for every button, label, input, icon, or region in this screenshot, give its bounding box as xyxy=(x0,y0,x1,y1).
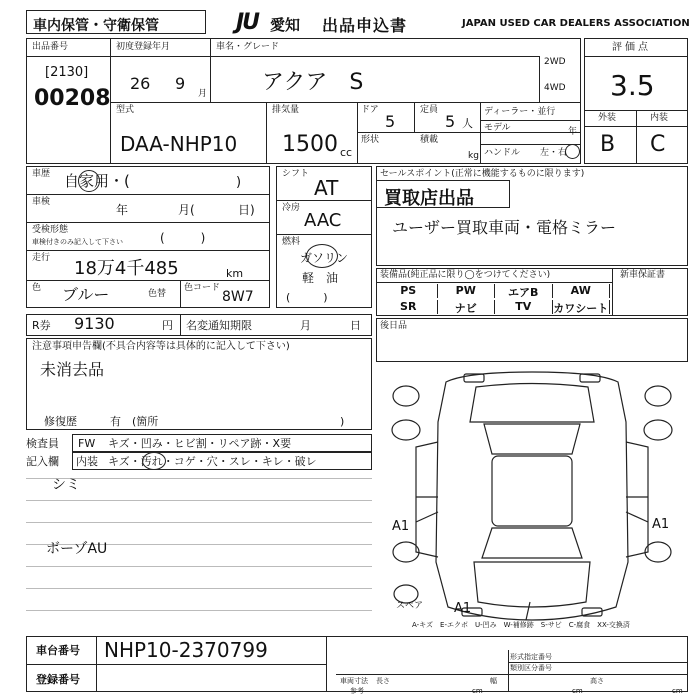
lot-sub-number: [2130] xyxy=(45,65,89,80)
inspection-month: 月( xyxy=(178,203,195,217)
handle-value: 左・右 xyxy=(540,148,568,158)
width-unit: cm xyxy=(572,687,583,695)
usage-value: 自家用・( xyxy=(64,172,130,190)
color-type-label: 色替 xyxy=(148,289,167,299)
accept-note: 車検付きのみ記入して下さい xyxy=(32,238,123,246)
private-use-circle xyxy=(78,170,100,192)
inspection-year: 年 xyxy=(116,203,129,217)
drive-4wd: 4WD xyxy=(544,83,566,93)
handle-label: ハンドル xyxy=(484,148,521,158)
inspector-note-2: ボーゾAU xyxy=(46,541,108,557)
doors-value: 5 xyxy=(385,112,396,131)
warranty-label: 新車保証書 xyxy=(620,270,666,280)
equipment-item-row1-1: PW xyxy=(438,284,496,298)
accept-paren: ( ) xyxy=(160,231,206,245)
score-value: 3.5 xyxy=(610,69,655,102)
chassis-value: NHP10-2370799 xyxy=(104,638,268,662)
inspection-day: 日) xyxy=(238,203,255,217)
mileage-label: 走行 xyxy=(32,253,51,263)
notes-label: 注意事項申告欄(不具合内容等は具体的に記入して下さい) xyxy=(32,341,290,352)
registration-year: 26 xyxy=(130,74,151,93)
height-unit: cm xyxy=(672,687,683,695)
dimensions-label: 車両寸法 xyxy=(340,677,368,685)
equipment-row-1 xyxy=(380,284,610,298)
capacity-label: 定員 xyxy=(420,105,439,115)
reference-label: 参考 xyxy=(350,687,364,695)
inspector-note-1: シミ xyxy=(52,477,80,493)
registration-number-label: 登録番号 xyxy=(36,673,80,686)
ac-value: AAC xyxy=(304,210,342,231)
shift-value: AT xyxy=(314,176,339,200)
mileage-unit: km xyxy=(226,267,244,280)
exterior-label: 外装 xyxy=(598,113,617,123)
association-name: JAPAN USED CAR DEALERS ASSOCIATION xyxy=(462,18,690,29)
registration-label: 初度登録年月 xyxy=(116,42,171,52)
equipment-item-row2-1: ナビ xyxy=(438,300,496,314)
fuel-label: 燃料 xyxy=(282,237,301,247)
class-number-label: 類別区分番号 xyxy=(510,664,552,672)
inspector-label-1: 検査員 xyxy=(26,437,59,450)
after-block xyxy=(376,318,688,362)
fw-label: FW xyxy=(78,437,96,450)
type-designation-label: 形式指定番号 xyxy=(510,653,552,661)
model-label: 型式 xyxy=(116,105,135,115)
car-name-value: アクア S xyxy=(262,70,364,95)
color-label: 色 xyxy=(32,283,42,293)
storage-stamp-text: 車内保管・守衛保管 xyxy=(33,18,159,34)
fuel-gasoline: ガソリン xyxy=(300,251,349,265)
fuel-gasoline-circle xyxy=(306,244,338,268)
accept-label: 受検形態 xyxy=(32,225,69,235)
sales-point-label: セールスポイント(正常に機能するものに限ります) xyxy=(380,169,585,179)
payload-label: 積載 xyxy=(420,135,439,145)
transfer-month: 月 xyxy=(300,319,311,332)
equipment-item-row2-0: SR xyxy=(380,300,438,314)
model-value: DAA-NHP10 xyxy=(120,132,238,156)
interior-label: 内装 xyxy=(650,113,669,123)
drive-2wd: 2WD xyxy=(544,57,566,67)
chassis-label: 車台番号 xyxy=(36,644,80,657)
right-damage-mark: A1 xyxy=(652,517,670,532)
score-label: 評価点 xyxy=(612,42,651,53)
length-unit: cm xyxy=(472,687,483,695)
payload-unit: kg xyxy=(468,151,479,161)
after-label: 後日品 xyxy=(380,321,408,331)
recycle-unit: 円 xyxy=(162,319,173,332)
equipment-item-row1-0: PS xyxy=(380,284,438,298)
usage-close: ) xyxy=(236,175,242,190)
inspector-label-2: 記入欄 xyxy=(26,455,59,468)
displacement-label: 排気量 xyxy=(272,105,300,115)
color-code-label: 色コード xyxy=(184,283,221,293)
doors-label: ドア xyxy=(361,105,379,115)
spare-label: スペア xyxy=(396,601,424,611)
displacement-unit: cc xyxy=(340,146,353,159)
model-year-label: モデル xyxy=(484,123,511,133)
color-value: ブルー xyxy=(62,285,110,304)
color-code-value: 8W7 xyxy=(222,289,254,305)
transfer-label: 名変通知期限 xyxy=(186,319,252,332)
storage-stamp xyxy=(26,10,206,34)
equipment-row-2 xyxy=(380,300,610,314)
model-year-unit: 年 xyxy=(568,127,578,137)
transfer-day: 日 xyxy=(350,319,361,332)
length-label: 長さ xyxy=(376,677,390,685)
left-damage-mark: A1 xyxy=(392,519,410,534)
stain-circle xyxy=(142,452,166,470)
interior-items-label: 内装 xyxy=(76,455,98,468)
bottom-damage-mark: A1 xyxy=(454,601,472,616)
sales-point-heading: 買取店出品 xyxy=(384,188,474,209)
lot-number: 00208 xyxy=(34,86,111,111)
interior-items: キズ・汚れ・コゲ・穴・スレ・キレ・破レ xyxy=(108,455,317,468)
interior-grade: C xyxy=(650,132,666,157)
registration-month: 9 xyxy=(175,74,186,93)
displacement-value: 1500 xyxy=(282,132,338,157)
usage-label: 車歴 xyxy=(32,169,51,179)
height-label: 高さ xyxy=(590,677,604,685)
repair-label: 修復歴 xyxy=(44,415,77,428)
fw-items: キズ・凹み・ヒビ割・リペア跡・X要 xyxy=(108,437,292,450)
notes-value: 未消去品 xyxy=(40,360,105,379)
car-diagram xyxy=(376,362,688,632)
equipment-label: 装備品(純正品に限り◯をつけてください) xyxy=(380,270,551,280)
dealer-label: ディーラー・並行 xyxy=(484,107,556,117)
ju-logo: JU xyxy=(236,10,259,35)
form-title: 出品申込書 xyxy=(322,16,408,35)
handle-right-circle xyxy=(565,144,580,159)
exterior-grade: B xyxy=(600,132,616,157)
damage-legend: A-キズ E-エクボ U-凹み W-補修跡 S-サビ C-腐食 XX-交換済 xyxy=(412,621,630,629)
equipment-item-row2-2: TV xyxy=(495,300,553,314)
inspection-label: 車検 xyxy=(32,197,51,207)
capacity-unit: 人 xyxy=(462,117,473,130)
sales-point-text: ユーザー買取車両・電格ミラー xyxy=(392,218,617,237)
repair-close: ) xyxy=(340,415,345,428)
region-name: 愛知 xyxy=(270,16,301,34)
shape-label: 形状 xyxy=(361,135,380,145)
equipment-item-row1-3: AW xyxy=(553,284,611,298)
lot-label: 出品番号 xyxy=(32,42,69,52)
width-label: 幅 xyxy=(490,677,497,685)
registration-month-unit: 月 xyxy=(198,89,208,99)
shift-label: シフト xyxy=(282,169,310,179)
fuel-diesel: 軽 油 xyxy=(302,271,339,285)
ac-label: 冷房 xyxy=(282,203,301,213)
equipment-item-row1-2: エアB xyxy=(495,284,553,298)
capacity-value: 5 xyxy=(445,112,456,131)
recycle-label: R券 xyxy=(32,319,51,332)
mileage-value: 18万4千485 xyxy=(74,258,179,279)
car-name-label: 車名・グレード xyxy=(216,42,280,52)
fuel-paren: ( ) xyxy=(286,291,328,304)
equipment-item-row2-3: カワシート xyxy=(553,302,609,315)
recycle-value: 9130 xyxy=(74,314,115,333)
repair-value: 有 (箇所 xyxy=(110,415,159,428)
